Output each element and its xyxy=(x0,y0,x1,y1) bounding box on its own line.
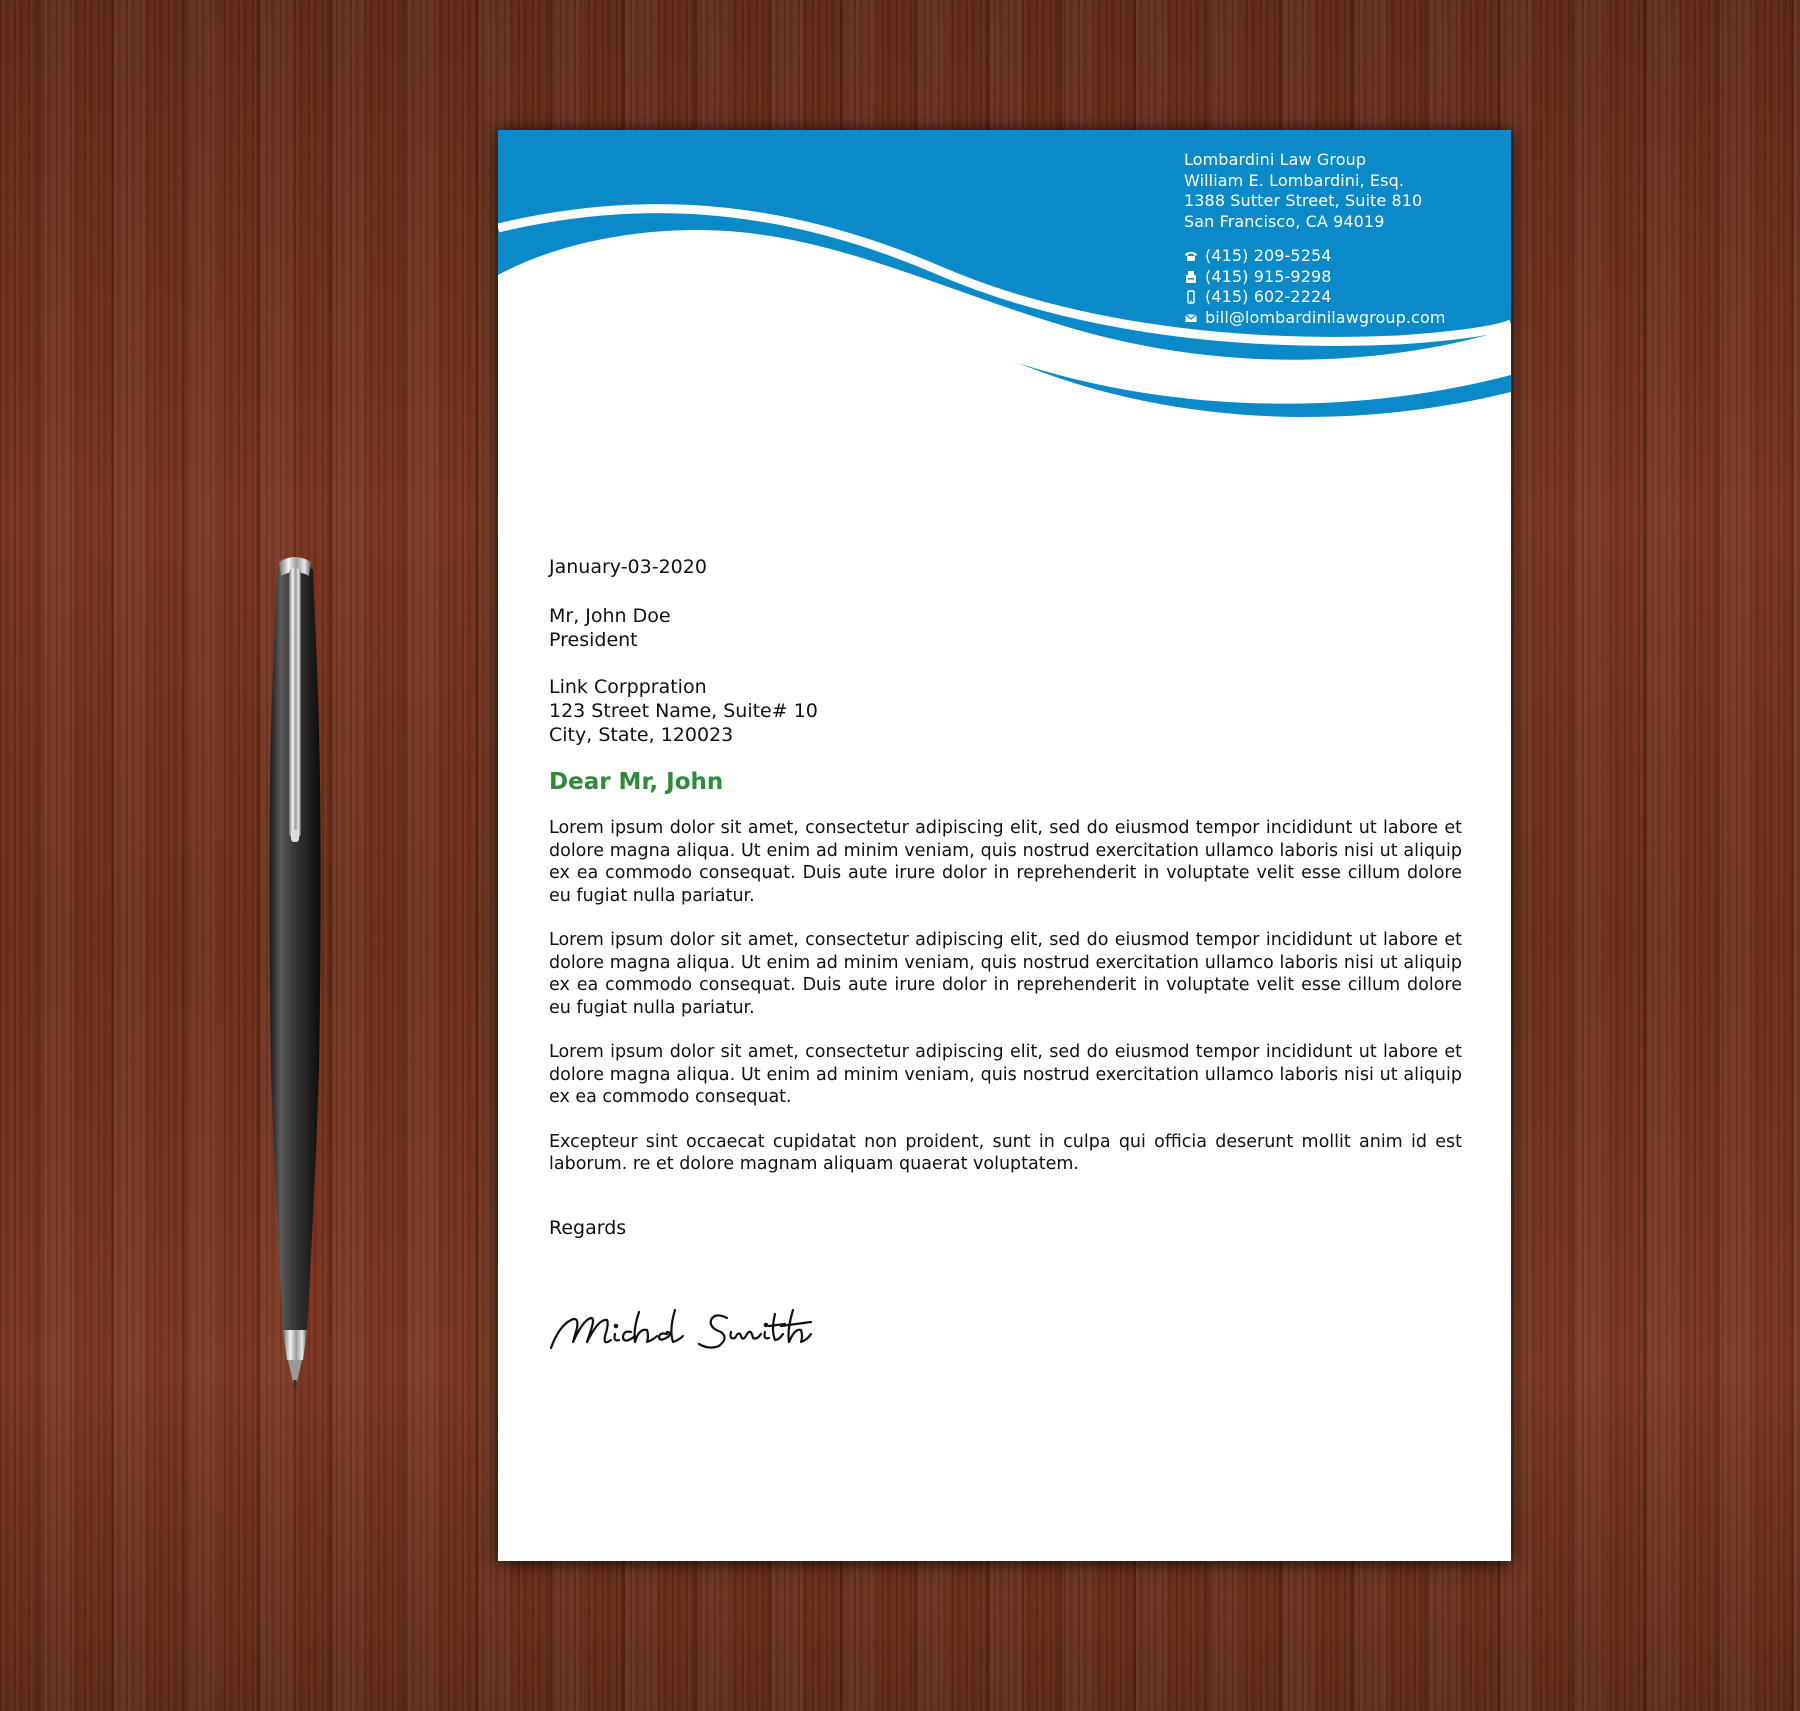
contact-block xyxy=(1184,150,1446,328)
recipient-address-1: 123 Street Name, Suite# 10 xyxy=(549,700,818,722)
salutation: Dear Mr, John xyxy=(549,769,724,795)
contact-email xyxy=(1184,308,1446,329)
recipient-block xyxy=(549,604,1462,652)
letterhead-page xyxy=(498,130,1511,1561)
paragraph-3: Lorem ipsum dolor sit amet, consectetur adipiscing elit, sed do eiusmod tempor incididunt ut labore et dolore magna aliqua. Ut enim ad minim veniam, quis nostrud exercitation ullamco laboris nisi ut aliquip ex ea commodo consequat. xyxy=(549,1042,1462,1107)
address-line-2: San Francisco, CA 94019 xyxy=(1184,211,1385,231)
contact-mobile xyxy=(1184,287,1446,308)
fax-number[interactable]: (415) 915-9298 xyxy=(1205,266,1332,286)
recipient-address-2: City, State, 120023 xyxy=(549,724,734,746)
closing: Regards xyxy=(549,1216,627,1239)
recipient-title: President xyxy=(549,629,638,651)
mobile-icon xyxy=(1184,290,1198,304)
company-name: Lombardini Law Group xyxy=(1184,150,1367,169)
email-address[interactable]: bill@lombardinilawgroup.com xyxy=(1205,307,1446,327)
letter-date: January-03-2020 xyxy=(549,556,707,578)
address-line-1: 1388 Sutter Street, Suite 810 xyxy=(1184,191,1423,210)
email-icon xyxy=(1184,311,1198,325)
letter-body xyxy=(549,555,1462,1366)
mobile-number[interactable]: (415) 602-2224 xyxy=(1205,287,1332,306)
fax-icon xyxy=(1184,270,1198,284)
paragraph-1: Lorem ipsum dolor sit amet, consectetur adipiscing elit, sed do eiusmod tempor incididunt ut labore et dolore magna aliqua. Ut enim ad minim veniam, quis nostrud exercitation ullamco laboris nisi ut aliquip ex ea commodo consequat. Duis aute irure dolor in reprehenderit in voluptate velit esse cillum dolore eu fugiat nulla pariatur. xyxy=(549,818,1462,906)
phone-icon xyxy=(1184,249,1198,263)
paragraph-2: Lorem ipsum dolor sit amet, consectetur adipiscing elit, sed do eiusmod tempor incididunt ut labore et dolore magna aliqua. Ut enim ad minim veniam, quis nostrud exercitation ullamco laboris nisi ut aliquip ex ea commodo consequat. Duis aute irure dolor in reprehenderit in voluptate velit esse cillum dolore eu fugiat nulla pariatur. xyxy=(549,930,1462,1018)
pen-image xyxy=(255,550,335,1390)
paragraph-4: Excepteur sint occaecat cupidatat non proident, sunt in culpa qui officia deserunt mollit anim id est laborum. re et dolore magnam aliquam quaerat voluptatem. xyxy=(549,1131,1462,1174)
contact-fax xyxy=(1184,267,1446,288)
contact-phone xyxy=(1184,246,1446,267)
recipient-name: Mr, John Doe xyxy=(549,605,671,627)
attorney-name: William E. Lombardini, Esq. xyxy=(1184,170,1405,190)
recipient-company: Link Corppration xyxy=(549,676,707,698)
signature xyxy=(549,1306,839,1366)
phone-number[interactable]: (415) 209-5254 xyxy=(1205,246,1332,265)
recipient-address-block xyxy=(549,675,1462,747)
